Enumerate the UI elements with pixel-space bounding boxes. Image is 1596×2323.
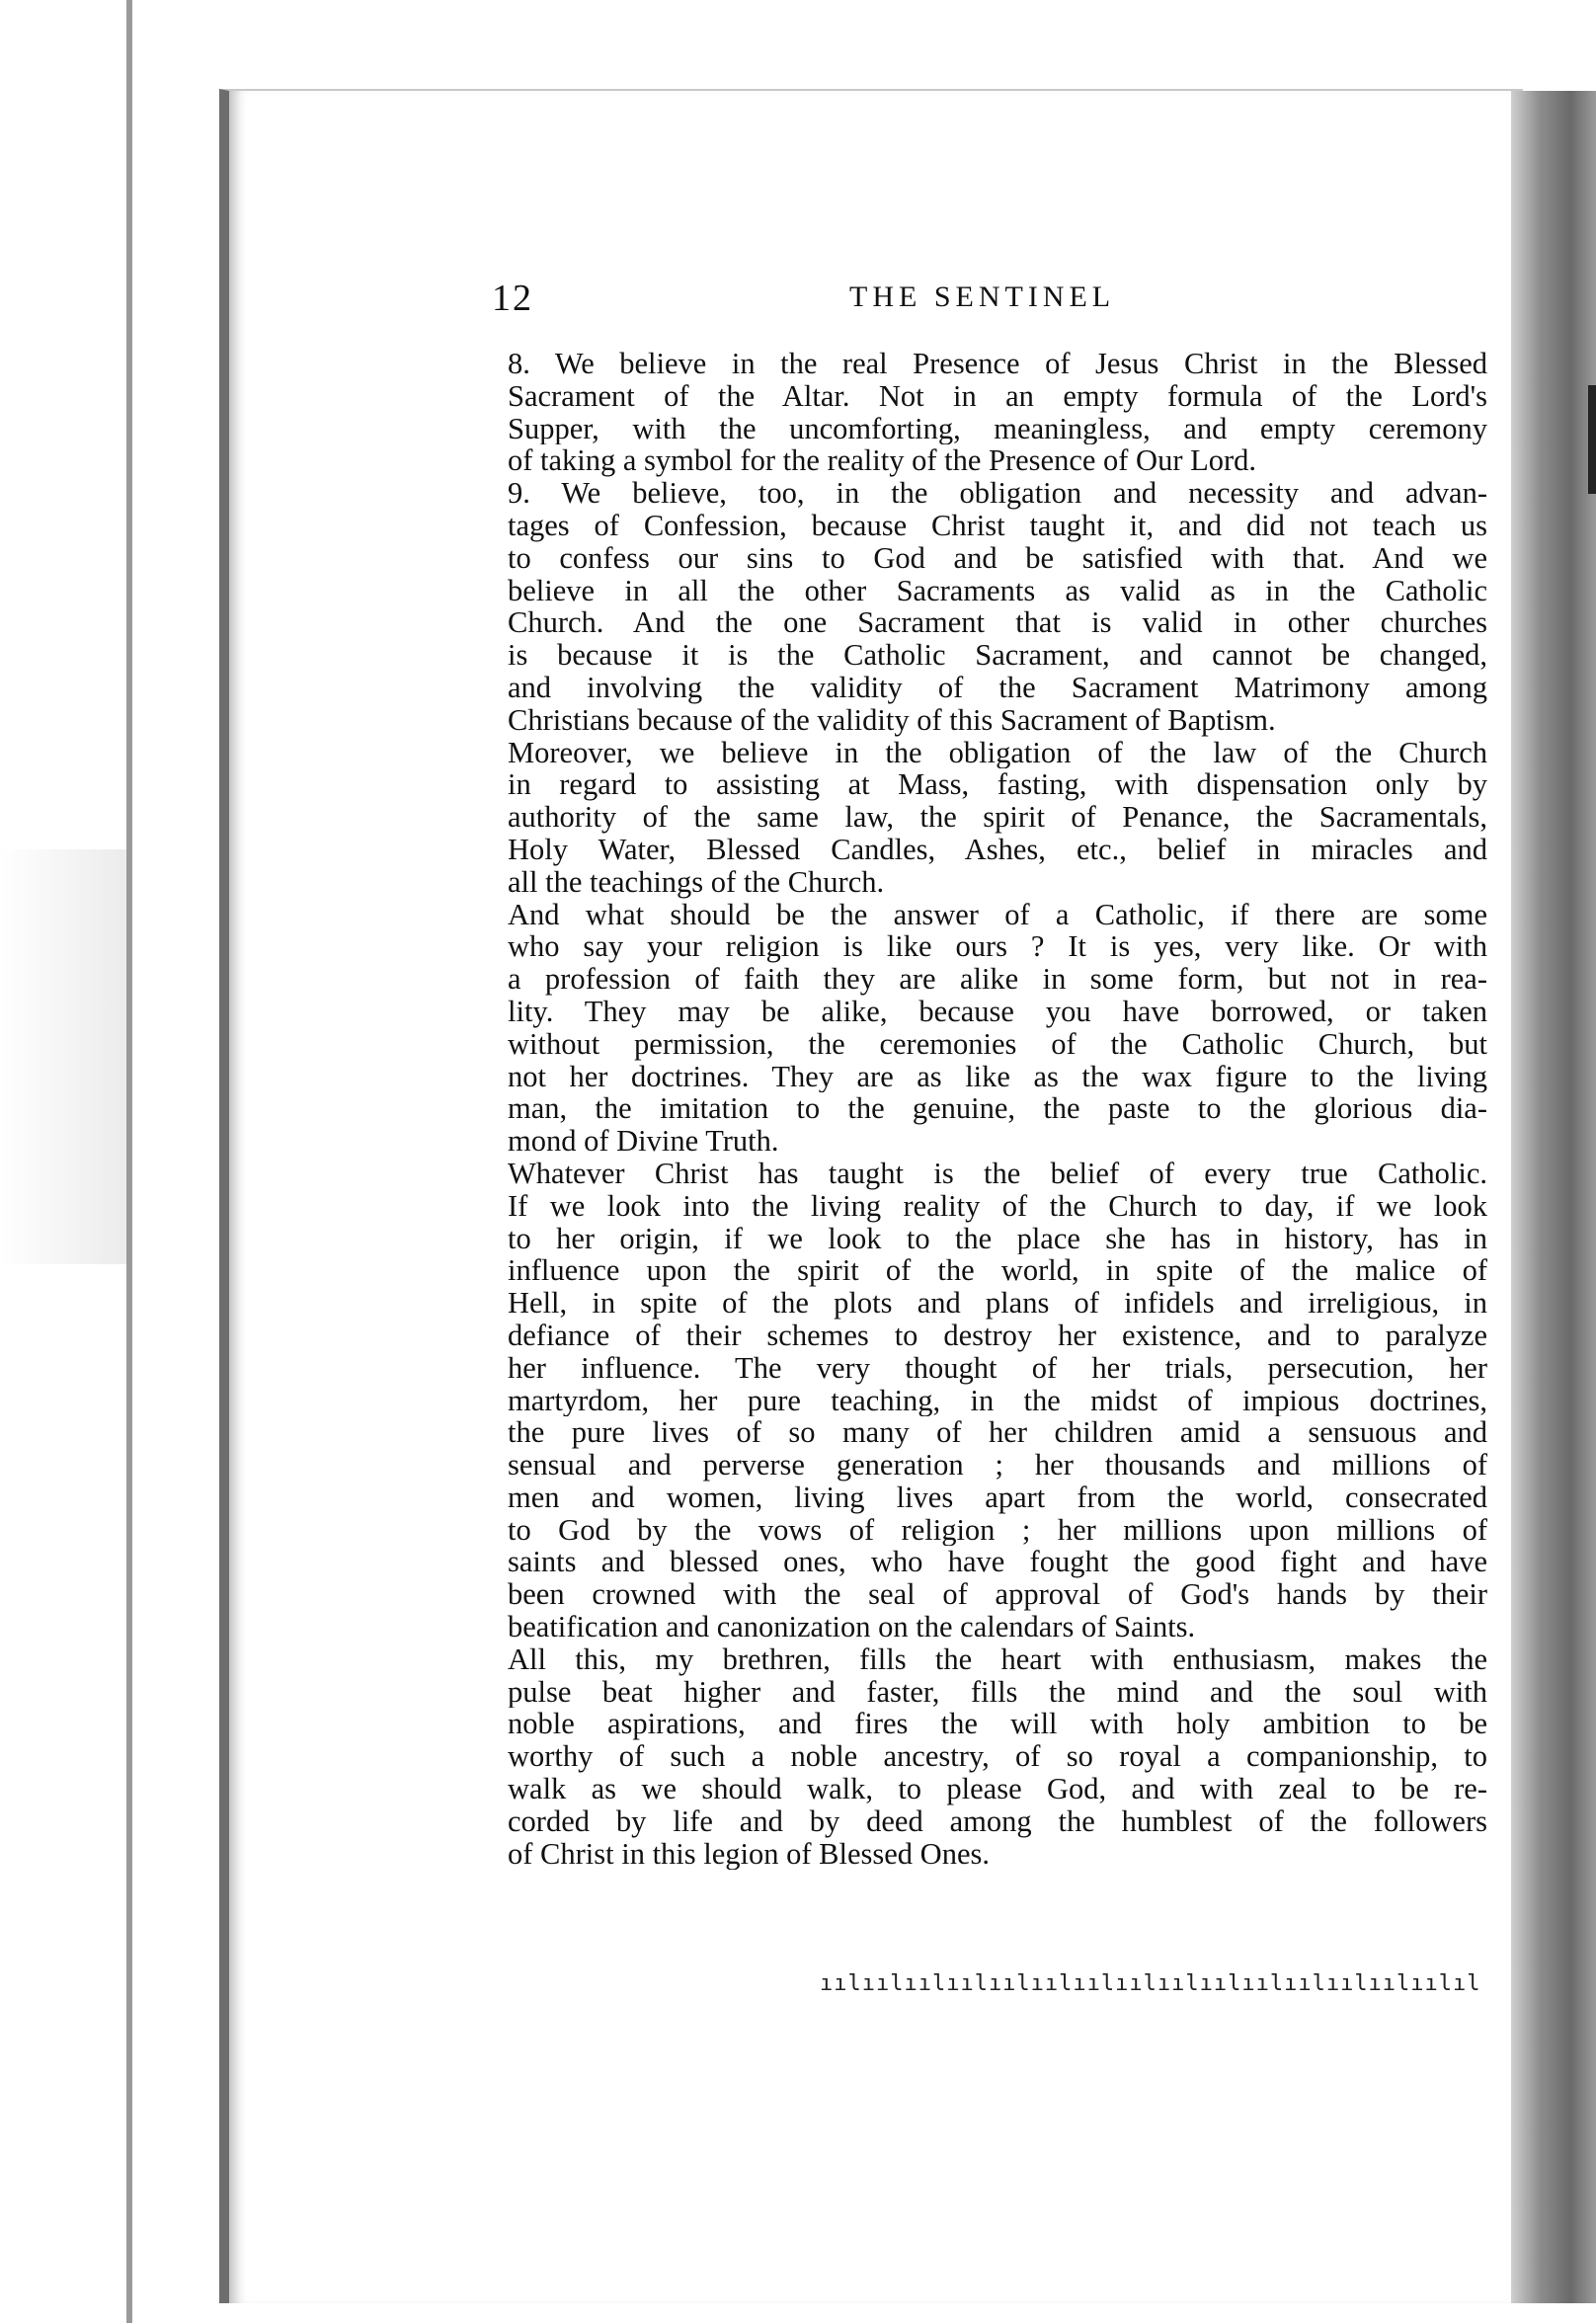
text-line: of Christ in this legion of Blessed Ones.: [508, 1837, 990, 1871]
body-text: [490, 348, 1487, 1870]
text-line: Hell, in spite of the plots and plans of infidels and irreligious, in: [508, 1287, 1487, 1320]
page-number: 12: [492, 278, 533, 319]
page-header: [492, 277, 1499, 324]
text-line: believe in all the other Sacraments as valid as in the Catholic: [508, 574, 1487, 607]
text-line: defiance of their schemes to destroy her existence, and to paralyze: [508, 1319, 1487, 1352]
text-line: Whatever Christ has taught is the belief of every true Catholic.: [508, 1157, 1487, 1190]
text-line: worthy of such a noble ancestry, of so royal a companionship, to: [508, 1740, 1487, 1774]
text-line: and involving the validity of the Sacrament Matrimony among: [508, 671, 1487, 704]
paragraph: [490, 1158, 1487, 1643]
text-line: pulse beat higher and faster, fills the mind and the soul with: [508, 1675, 1487, 1709]
page-edge: [1511, 91, 1596, 2303]
text-line: to God by the vows of religion ; her millions upon millions of: [508, 1513, 1487, 1547]
text-line: not her doctrines. They are as like as the wax figure to the living: [508, 1060, 1487, 1093]
page-edge-tab: [1588, 385, 1596, 494]
paragraph: [490, 737, 1487, 899]
text-line: If we look into the living reality of the Church to day, if we look: [508, 1189, 1487, 1223]
text-line: saints and blessed ones, who have fought the good fight and have: [508, 1546, 1487, 1579]
text-line: without permission, the ceremonies of the Catholic Church, but: [508, 1027, 1487, 1061]
paragraph: [490, 1643, 1487, 1871]
text-line: Christians because of the validity of this Sacrament of Baptism.: [508, 703, 1276, 737]
text-line: influence upon the spirit of the world, in spite of the malice of: [508, 1254, 1487, 1288]
text-line: All this, my brethren, fills the heart with enthusiasm, makes the: [508, 1642, 1487, 1676]
text-line: tages of Confession, because Christ taught it, and did not teach us: [508, 509, 1487, 542]
text-line: corded by life and by deed among the humblest of the followers: [508, 1804, 1487, 1838]
text-line: all the teachings of the Church.: [508, 865, 885, 899]
section-ornament: ıılıılıılıılıılıılıılıılıılıılıılıılıılıılıılıl: [820, 1971, 1481, 1996]
paragraph: [490, 348, 1487, 477]
text-line: 8. We believe in the real Presence of Jesus Christ in the Blessed: [508, 348, 1487, 380]
text-line: 9. We believe, too, in the obligation and necessity and advan-: [508, 477, 1487, 510]
text-line: noble aspirations, and fires the will with holy ambition to be: [508, 1708, 1487, 1741]
text-line: men and women, living lives apart from the world, consecrated: [508, 1481, 1487, 1514]
text-line: authority of the same law, the spirit of Penance, the Sacramentals,: [508, 801, 1487, 834]
text-line: Holy Water, Blessed Candles, Ashes, etc., belief in miracles and: [508, 833, 1487, 866]
text-line: Church. And the one Sacrament that is valid in other churches: [508, 606, 1487, 640]
text-line: Sacrament of the Altar. Not in an empty formula of the Lord's: [508, 379, 1487, 413]
text-line: in regard to assisting at Mass, fasting, with dispensation only by: [508, 768, 1487, 802]
running-title: THE SENTINEL: [849, 280, 1116, 313]
text-line: is because it is the Catholic Sacrament, and cannot be changed,: [508, 639, 1487, 672]
paragraph: [490, 477, 1487, 736]
text-line: man, the imitation to the genuine, the paste to the glorious dia-: [508, 1092, 1487, 1126]
text-line: of taking a symbol for the reality of the Presence of Our Lord.: [508, 444, 1257, 478]
text-line: Supper, with the uncomforting, meaningless, and empty ceremony: [508, 412, 1487, 445]
text-line: beatification and canonization on the calendars of Saints.: [508, 1611, 1196, 1643]
text-line: lity. They may be alike, because you have borrowed, or taken: [508, 995, 1487, 1028]
text-line: the pure lives of so many of her children amid a sensuous and: [508, 1416, 1487, 1450]
text-line: martyrdom, her pure teaching, in the midst of impious doctrines,: [508, 1384, 1487, 1417]
text-line: who say your religion is like ours ? It is yes, very like. Or with: [508, 930, 1487, 964]
text-line: been crowned with the seal of approval of God's hands by their: [508, 1578, 1487, 1612]
paragraph: [490, 899, 1487, 1158]
text-line: to confess our sins to God and be satisfied with that. And we: [508, 541, 1487, 575]
text-line: Moreover, we believe in the obligation of the law of the Church: [508, 736, 1487, 769]
text-line: mond of Divine Truth.: [508, 1125, 779, 1158]
text-line: a profession of faith they are alike in some form, but not in rea-: [508, 963, 1487, 996]
text-line: walk as we should walk, to please God, and with zeal to be re-: [508, 1773, 1487, 1805]
text-line: sensual and perverse generation ; her thousands and millions of: [508, 1449, 1487, 1482]
text-line: her influence. The very thought of her trials, persecution, her: [508, 1351, 1487, 1385]
text-line: to her origin, if we look to the place she has in history, has in: [508, 1222, 1487, 1255]
text-line: And what should be the answer of a Catholic, if there are some: [508, 898, 1487, 931]
